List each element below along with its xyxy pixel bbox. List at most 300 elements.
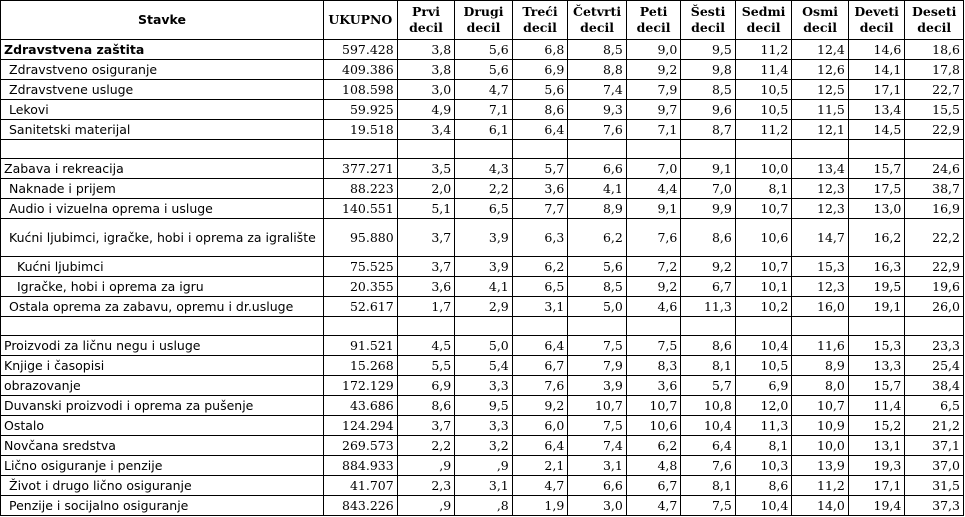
cell-decile-2: 5,6	[455, 40, 513, 60]
table-row	[1, 496, 964, 516]
cell-decile-8: 13,9	[792, 456, 849, 476]
cell-decile-5: 9,2	[626, 277, 681, 297]
cell-decile-8: 12,5	[792, 80, 849, 100]
cell-decile-7: 10,4	[735, 336, 792, 356]
cell-decile-10: 19,6	[905, 277, 964, 297]
cell-decile-9: 19,1	[848, 297, 905, 317]
cell-decile-7: 10,3	[735, 456, 792, 476]
cell-decile-4: 6,6	[568, 476, 627, 496]
cell-decile-9: 19,4	[848, 496, 905, 516]
cell-decile-2: 5,4	[455, 356, 513, 376]
cell-decile-6: 9,9	[681, 199, 736, 219]
row-label: Novčana sredstva	[1, 436, 324, 456]
table-row	[1, 436, 964, 456]
cell-decile-6: 10,8	[681, 396, 736, 416]
header-decile-9: Deveti decil	[848, 1, 905, 40]
cell-decile-6: 7,6	[681, 456, 736, 476]
header-decile-3: Treći decil	[512, 1, 568, 40]
cell-decile-3	[512, 317, 568, 336]
row-label	[1, 140, 324, 159]
cell-decile-5: 7,2	[626, 257, 681, 277]
cell-decile-10: 37,1	[905, 436, 964, 456]
cell-decile-4: 7,5	[568, 336, 627, 356]
cell-decile-2: 6,5	[455, 199, 513, 219]
cell-decile-8	[792, 317, 849, 336]
cell-decile-2: 2,9	[455, 297, 513, 317]
cell-decile-8: 12,6	[792, 60, 849, 80]
cell-decile-9: 14,5	[848, 120, 905, 140]
cell-decile-10: 18,6	[905, 40, 964, 60]
cell-decile-5: 9,7	[626, 100, 681, 120]
row-label: Lekovi	[1, 100, 324, 120]
cell-decile-10	[905, 317, 964, 336]
cell-decile-10: 22,2	[905, 219, 964, 257]
cell-ukupno: 124.294	[324, 416, 398, 436]
cell-decile-5	[626, 317, 681, 336]
cell-decile-2: 3,3	[455, 416, 513, 436]
cell-ukupno: 43.686	[324, 396, 398, 416]
cell-decile-6: 8,5	[681, 80, 736, 100]
cell-decile-3: 9,2	[512, 396, 568, 416]
row-label: Život i drugo lično osiguranje	[1, 476, 324, 496]
row-label: Lično osiguranje i penzije	[1, 456, 324, 476]
cell-decile-10: 15,5	[905, 100, 964, 120]
cell-decile-5: 9,2	[626, 60, 681, 80]
cell-decile-9: 13,3	[848, 356, 905, 376]
cell-decile-5: 9,0	[626, 40, 681, 60]
cell-decile-6: 6,7	[681, 277, 736, 297]
cell-ukupno: 59.925	[324, 100, 398, 120]
cell-decile-9: 15,3	[848, 336, 905, 356]
cell-decile-8: 12,4	[792, 40, 849, 60]
cell-decile-3: 5,7	[512, 159, 568, 179]
table-row	[1, 100, 964, 120]
cell-decile-9: 14,1	[848, 60, 905, 80]
cell-decile-3: 6,2	[512, 257, 568, 277]
cell-decile-3	[512, 140, 568, 159]
table-row	[1, 60, 964, 80]
cell-decile-9: 17,5	[848, 179, 905, 199]
cell-decile-6	[681, 317, 736, 336]
cell-decile-5	[626, 140, 681, 159]
header-decile-8: Osmi decil	[792, 1, 849, 40]
cell-decile-2: 2,2	[455, 179, 513, 199]
cell-decile-10: 31,5	[905, 476, 964, 496]
cell-ukupno: 95.880	[324, 219, 398, 257]
cell-decile-7	[735, 140, 792, 159]
cell-decile-2	[455, 140, 513, 159]
cell-decile-4: 6,2	[568, 219, 627, 257]
cell-decile-7: 8,1	[735, 436, 792, 456]
cell-decile-7: 10,7	[735, 199, 792, 219]
cell-decile-1: 3,6	[397, 277, 455, 297]
cell-decile-8: 11,2	[792, 476, 849, 496]
cell-decile-6: 8,1	[681, 476, 736, 496]
cell-decile-7: 11,2	[735, 120, 792, 140]
cell-decile-7: 11,3	[735, 416, 792, 436]
table-row	[1, 376, 964, 396]
cell-decile-9	[848, 317, 905, 336]
cell-decile-4: 7,4	[568, 80, 627, 100]
cell-decile-4: 3,0	[568, 496, 627, 516]
cell-decile-3: 6,8	[512, 40, 568, 60]
cell-decile-9: 14,6	[848, 40, 905, 60]
cell-decile-1: 3,0	[397, 80, 455, 100]
table-row	[1, 179, 964, 199]
table-row	[1, 456, 964, 476]
cell-decile-2: 4,1	[455, 277, 513, 297]
cell-decile-6: 8,7	[681, 120, 736, 140]
cell-decile-6: 9,5	[681, 40, 736, 60]
row-label: Zdravstvene usluge	[1, 80, 324, 100]
cell-decile-8: 14,7	[792, 219, 849, 257]
cell-ukupno: 15.268	[324, 356, 398, 376]
cell-decile-8: 8,9	[792, 356, 849, 376]
table-row	[1, 159, 964, 179]
row-label: Zdravstvena zaštita	[1, 40, 324, 60]
cell-decile-1: 2,2	[397, 436, 455, 456]
cell-decile-1: 2,3	[397, 476, 455, 496]
cell-decile-5: 4,8	[626, 456, 681, 476]
cell-ukupno: 269.573	[324, 436, 398, 456]
cell-ukupno: 108.598	[324, 80, 398, 100]
header-decile-5: Peti decil	[626, 1, 681, 40]
cell-decile-7: 10,5	[735, 100, 792, 120]
cell-decile-4: 7,9	[568, 356, 627, 376]
cell-decile-6: 7,5	[681, 496, 736, 516]
cell-ukupno: 597.428	[324, 40, 398, 60]
cell-decile-4: 8,9	[568, 199, 627, 219]
cell-decile-7: 6,9	[735, 376, 792, 396]
row-label: Audio i vizuelna oprema i usluge	[1, 199, 324, 219]
cell-decile-7: 10,6	[735, 219, 792, 257]
cell-decile-1: 1,7	[397, 297, 455, 317]
cell-decile-8: 13,4	[792, 159, 849, 179]
cell-decile-2: 4,3	[455, 159, 513, 179]
table-row	[1, 219, 964, 257]
cell-decile-10: 38,4	[905, 376, 964, 396]
cell-decile-3: 8,6	[512, 100, 568, 120]
cell-ukupno: 20.355	[324, 277, 398, 297]
row-label: Kućni ljubimci, igračke, hobi i oprema za igralište	[1, 219, 324, 257]
row-label: obrazovanje	[1, 376, 324, 396]
cell-decile-1: 5,1	[397, 199, 455, 219]
cell-decile-6: 8,1	[681, 356, 736, 376]
row-label: Ostala oprema za zabavu, opremu i dr.usluge	[1, 297, 324, 317]
cell-decile-10: 37,3	[905, 496, 964, 516]
table-row	[1, 40, 964, 60]
cell-decile-3: 7,7	[512, 199, 568, 219]
cell-decile-8	[792, 140, 849, 159]
cell-decile-10: 25,4	[905, 356, 964, 376]
cell-decile-9: 11,4	[848, 396, 905, 416]
cell-decile-3: 6,5	[512, 277, 568, 297]
cell-decile-4: 8,5	[568, 277, 627, 297]
cell-ukupno	[324, 317, 398, 336]
cell-decile-2: 9,5	[455, 396, 513, 416]
cell-decile-9: 15,7	[848, 159, 905, 179]
row-label: Zdravstveno osiguranje	[1, 60, 324, 80]
cell-decile-5: 7,1	[626, 120, 681, 140]
table-row	[1, 277, 964, 297]
cell-decile-1: 3,8	[397, 40, 455, 60]
cell-decile-10	[905, 140, 964, 159]
cell-decile-9: 19,3	[848, 456, 905, 476]
cell-decile-1: 3,7	[397, 219, 455, 257]
cell-decile-6: 5,7	[681, 376, 736, 396]
cell-decile-1	[397, 317, 455, 336]
header-ukupno: UKUPNO	[324, 1, 398, 40]
cell-ukupno: 41.707	[324, 476, 398, 496]
cell-decile-2: 3,9	[455, 219, 513, 257]
header-decile-7: Sedmi decil	[735, 1, 792, 40]
header-row	[1, 1, 964, 40]
cell-decile-8: 10,0	[792, 436, 849, 456]
cell-decile-1: 6,9	[397, 376, 455, 396]
table-row	[1, 297, 964, 317]
cell-decile-3: 2,1	[512, 456, 568, 476]
cell-decile-8: 10,7	[792, 396, 849, 416]
cell-decile-2: ,8	[455, 496, 513, 516]
table-row	[1, 476, 964, 496]
table-row	[1, 336, 964, 356]
cell-decile-3: 4,7	[512, 476, 568, 496]
cell-decile-2: ,9	[455, 456, 513, 476]
cell-decile-7: 8,1	[735, 179, 792, 199]
cell-decile-6: 9,1	[681, 159, 736, 179]
row-label: Penzije i socijalno osiguranje	[1, 496, 324, 516]
cell-decile-10: 38,7	[905, 179, 964, 199]
cell-ukupno: 172.129	[324, 376, 398, 396]
cell-decile-10: 22,9	[905, 120, 964, 140]
table-row	[1, 257, 964, 277]
cell-decile-4: 3,1	[568, 456, 627, 476]
cell-decile-1: 3,5	[397, 159, 455, 179]
cell-decile-2: 5,6	[455, 60, 513, 80]
cell-decile-2	[455, 317, 513, 336]
cell-decile-7: 10,4	[735, 496, 792, 516]
cell-decile-7: 11,4	[735, 60, 792, 80]
cell-decile-3: 6,7	[512, 356, 568, 376]
cell-decile-7: 11,2	[735, 40, 792, 60]
cell-decile-1: 3,7	[397, 257, 455, 277]
cell-decile-10: 22,9	[905, 257, 964, 277]
row-label	[1, 317, 324, 336]
cell-decile-6: 7,0	[681, 179, 736, 199]
cell-decile-5: 7,0	[626, 159, 681, 179]
header-decile-1: Prvi decil	[397, 1, 455, 40]
cell-decile-10: 17,8	[905, 60, 964, 80]
cell-ukupno: 409.386	[324, 60, 398, 80]
cell-decile-5: 4,4	[626, 179, 681, 199]
cell-ukupno	[324, 140, 398, 159]
cell-decile-5: 6,7	[626, 476, 681, 496]
cell-decile-9: 15,2	[848, 416, 905, 436]
row-label: Sanitetski materijal	[1, 120, 324, 140]
cell-decile-6: 9,2	[681, 257, 736, 277]
table-row	[1, 120, 964, 140]
cell-decile-4: 3,9	[568, 376, 627, 396]
table-row	[1, 356, 964, 376]
cell-decile-3: 7,6	[512, 376, 568, 396]
cell-decile-7: 10,5	[735, 80, 792, 100]
cell-decile-8: 15,3	[792, 257, 849, 277]
cell-ukupno: 377.271	[324, 159, 398, 179]
cell-decile-8: 12,1	[792, 120, 849, 140]
cell-decile-7: 10,5	[735, 356, 792, 376]
cell-decile-6: 8,6	[681, 336, 736, 356]
table-row	[1, 396, 964, 416]
cell-decile-3: 6,4	[512, 336, 568, 356]
cell-decile-1: 8,6	[397, 396, 455, 416]
cell-decile-4: 7,5	[568, 416, 627, 436]
cell-decile-4	[568, 140, 627, 159]
cell-decile-5: 9,1	[626, 199, 681, 219]
cell-decile-8: 12,3	[792, 199, 849, 219]
cell-decile-10: 22,7	[905, 80, 964, 100]
cell-decile-4: 9,3	[568, 100, 627, 120]
header-decile-10: Deseti decil	[905, 1, 964, 40]
cell-decile-3: 6,9	[512, 60, 568, 80]
cell-ukupno: 91.521	[324, 336, 398, 356]
cell-decile-3: 6,4	[512, 436, 568, 456]
cell-ukupno: 884.933	[324, 456, 398, 476]
cell-decile-6: 8,6	[681, 219, 736, 257]
cell-decile-1: 3,8	[397, 60, 455, 80]
header-stavke: Stavke	[1, 1, 324, 40]
header-decile-4: Četvrti decil	[568, 1, 627, 40]
cell-decile-10: 16,9	[905, 199, 964, 219]
cell-decile-4: 4,1	[568, 179, 627, 199]
table-body	[1, 40, 964, 516]
cell-decile-7: 8,6	[735, 476, 792, 496]
cell-decile-1: 5,5	[397, 356, 455, 376]
cell-decile-2: 4,7	[455, 80, 513, 100]
cell-decile-8: 14,0	[792, 496, 849, 516]
cell-decile-5: 8,3	[626, 356, 681, 376]
cell-decile-3: 3,6	[512, 179, 568, 199]
cell-decile-9: 13,1	[848, 436, 905, 456]
cell-decile-6	[681, 140, 736, 159]
row-label: Zabava i rekreacija	[1, 159, 324, 179]
cell-decile-3: 6,0	[512, 416, 568, 436]
cell-decile-7: 10,2	[735, 297, 792, 317]
cell-decile-2: 6,1	[455, 120, 513, 140]
cell-decile-3: 3,1	[512, 297, 568, 317]
cell-decile-7: 12,0	[735, 396, 792, 416]
cell-decile-10: 23,3	[905, 336, 964, 356]
cell-decile-9: 17,1	[848, 80, 905, 100]
cell-ukupno: 140.551	[324, 199, 398, 219]
cell-decile-2: 7,1	[455, 100, 513, 120]
cell-decile-8: 11,5	[792, 100, 849, 120]
cell-decile-1: 4,9	[397, 100, 455, 120]
cell-decile-3: 6,4	[512, 120, 568, 140]
cell-decile-4: 10,7	[568, 396, 627, 416]
row-label: Kućni ljubimci	[1, 257, 324, 277]
row-label: Duvanski proizvodi i oprema za pušenje	[1, 396, 324, 416]
cell-decile-9	[848, 140, 905, 159]
spacer-row	[1, 140, 964, 159]
cell-decile-10: 6,5	[905, 396, 964, 416]
cell-decile-4	[568, 317, 627, 336]
cell-decile-7: 10,0	[735, 159, 792, 179]
cell-decile-2: 3,2	[455, 436, 513, 456]
cell-decile-8: 10,9	[792, 416, 849, 436]
cell-decile-1: 3,4	[397, 120, 455, 140]
cell-ukupno: 75.525	[324, 257, 398, 277]
cell-decile-4: 5,6	[568, 257, 627, 277]
cell-decile-7: 10,1	[735, 277, 792, 297]
cell-decile-5: 4,6	[626, 297, 681, 317]
cell-decile-6: 10,4	[681, 416, 736, 436]
cell-ukupno: 88.223	[324, 179, 398, 199]
row-label: Knjige i časopisi	[1, 356, 324, 376]
cell-decile-8: 12,3	[792, 179, 849, 199]
cell-decile-5: 10,7	[626, 396, 681, 416]
cell-decile-10: 26,0	[905, 297, 964, 317]
table-row	[1, 416, 964, 436]
cell-decile-9: 16,3	[848, 257, 905, 277]
cell-decile-8: 12,3	[792, 277, 849, 297]
cell-decile-10: 24,6	[905, 159, 964, 179]
cell-decile-8: 11,6	[792, 336, 849, 356]
cell-decile-9: 15,7	[848, 376, 905, 396]
cell-decile-8: 8,0	[792, 376, 849, 396]
cell-decile-1: ,9	[397, 456, 455, 476]
cell-decile-1: ,9	[397, 496, 455, 516]
cell-decile-5: 10,6	[626, 416, 681, 436]
cell-decile-2: 5,0	[455, 336, 513, 356]
cell-decile-6: 9,8	[681, 60, 736, 80]
cell-decile-3: 6,3	[512, 219, 568, 257]
cell-decile-2: 3,1	[455, 476, 513, 496]
cell-decile-10: 21,2	[905, 416, 964, 436]
cell-decile-5: 3,6	[626, 376, 681, 396]
cell-decile-9: 19,5	[848, 277, 905, 297]
header-decile-6: Šesti decil	[681, 1, 736, 40]
cell-decile-8: 16,0	[792, 297, 849, 317]
cell-ukupno: 843.226	[324, 496, 398, 516]
cell-decile-3: 5,6	[512, 80, 568, 100]
cell-decile-5: 4,7	[626, 496, 681, 516]
cell-ukupno: 19.518	[324, 120, 398, 140]
cell-decile-10: 37,0	[905, 456, 964, 476]
row-label: Igračke, hobi i oprema za igru	[1, 277, 324, 297]
cell-decile-9: 13,4	[848, 100, 905, 120]
header-decile-2: Drugi decil	[455, 1, 513, 40]
cell-decile-4: 8,5	[568, 40, 627, 60]
cell-decile-7	[735, 317, 792, 336]
cell-decile-2: 3,3	[455, 376, 513, 396]
cell-decile-1: 2,0	[397, 179, 455, 199]
cell-decile-6: 6,4	[681, 436, 736, 456]
cell-decile-9: 17,1	[848, 476, 905, 496]
row-label: Ostalo	[1, 416, 324, 436]
table-row	[1, 199, 964, 219]
cell-decile-4: 5,0	[568, 297, 627, 317]
cell-decile-5: 7,9	[626, 80, 681, 100]
cell-decile-5: 7,5	[626, 336, 681, 356]
cell-decile-9: 16,2	[848, 219, 905, 257]
cell-decile-9: 13,0	[848, 199, 905, 219]
cell-decile-1	[397, 140, 455, 159]
cell-decile-1: 3,7	[397, 416, 455, 436]
cell-decile-6: 11,3	[681, 297, 736, 317]
cell-decile-5: 7,6	[626, 219, 681, 257]
cell-decile-3: 1,9	[512, 496, 568, 516]
cell-decile-4: 8,8	[568, 60, 627, 80]
